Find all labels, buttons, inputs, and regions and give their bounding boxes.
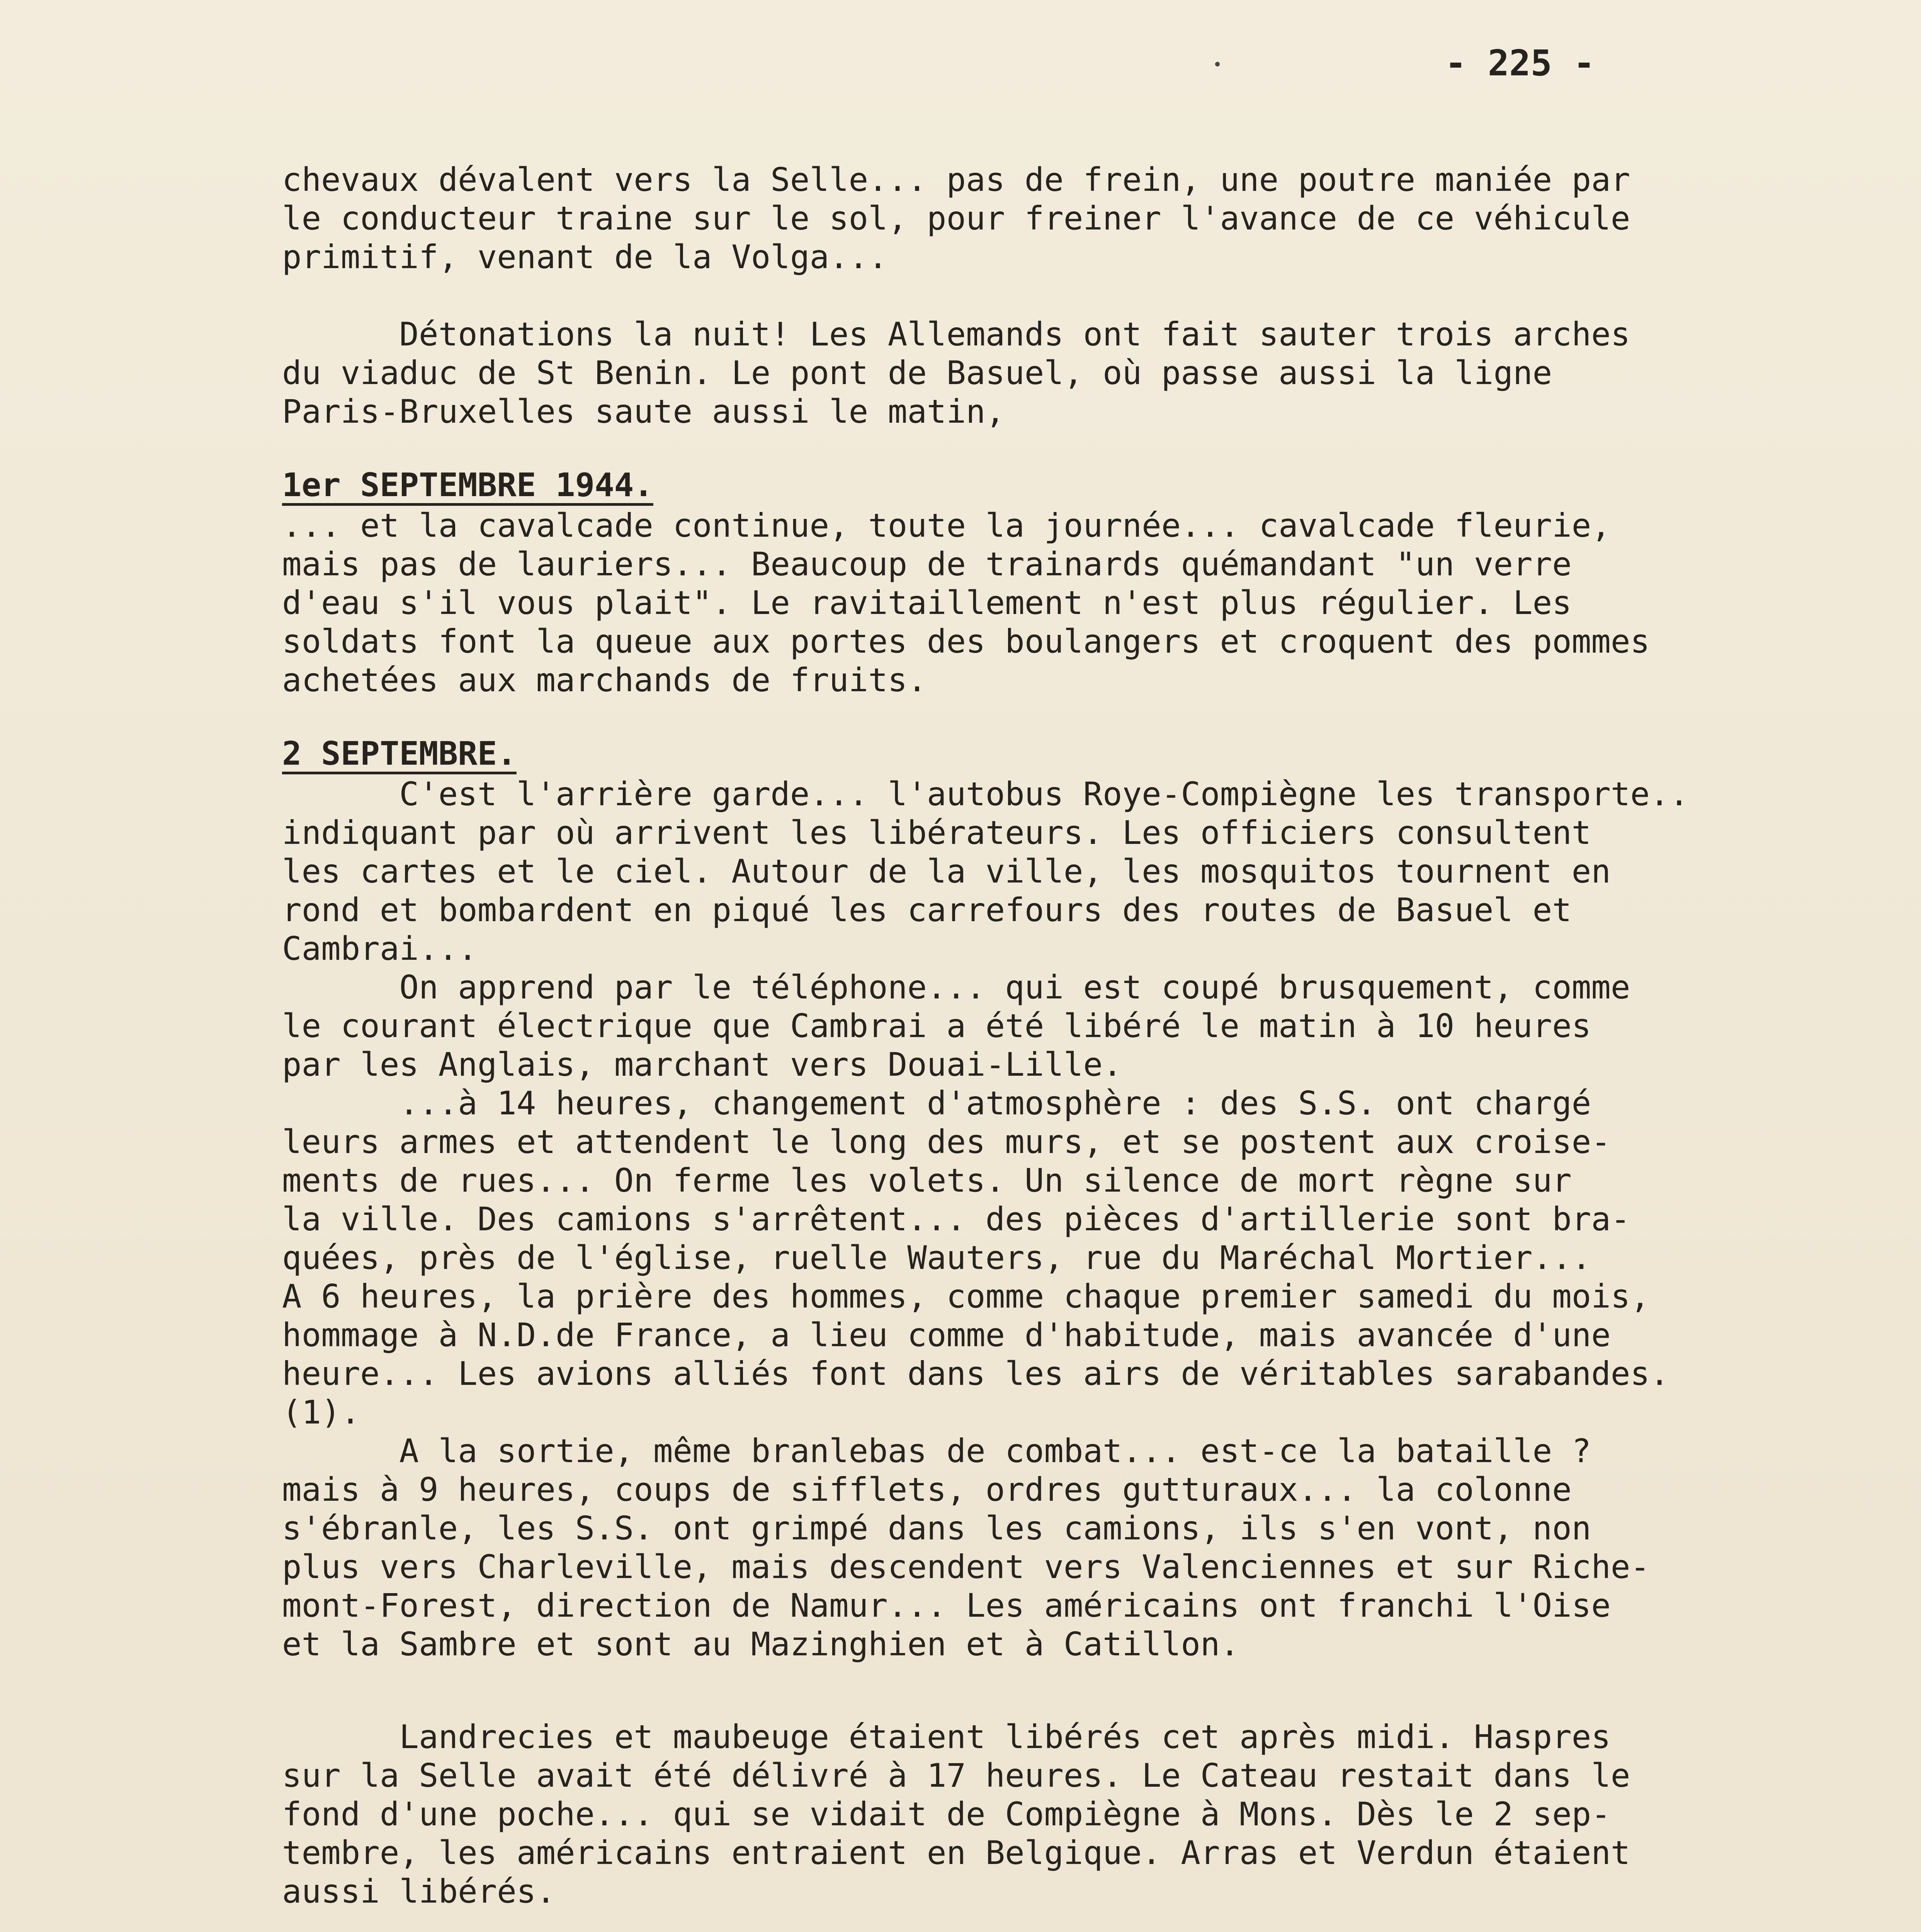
paragraph-1 bbox=[282, 160, 1905, 276]
text-line: Cambrai... bbox=[282, 930, 478, 968]
text-line: Détonations la nuit! Les Allemands ont fait sauter trois arches bbox=[282, 315, 1630, 353]
text-line: les cartes et le ciel. Autour de la ville, les mosquitos tournent en bbox=[282, 852, 1611, 890]
text-line: la ville. Des camions s'arrêtent... des pièces d'artillerie sont bra- bbox=[282, 1200, 1630, 1238]
text-line: sur la Selle avait été délivré à 17 heures. Le Cateau restait dans le bbox=[282, 1757, 1630, 1794]
text-line: plus vers Charleville, mais descendent vers Valenciennes et sur Riche- bbox=[282, 1548, 1650, 1586]
text-line: aussi libérés. bbox=[282, 1872, 556, 1910]
text-line: quées, près de l'église, ruelle Wauters, rue du Maréchal Mortier... bbox=[282, 1239, 1591, 1277]
text-line: chevaux dévalent vers la Selle... pas de frein, une poutre maniée par bbox=[282, 161, 1630, 199]
section-heading-1-septembre: 1er SEPTEMBRE 1944. bbox=[282, 466, 653, 504]
text-line: (1). bbox=[282, 1393, 360, 1431]
text-line: C'est l'arrière garde... l'autobus Roye-Compiègne les transporte.. bbox=[282, 775, 1689, 813]
section-2-body bbox=[282, 775, 1905, 1663]
text-line: Paris-Bruxelles saute aussi le matin, bbox=[282, 393, 1005, 430]
text-line: A 6 heures, la prière des hommes, comme chaque premier samedi du mois, bbox=[282, 1277, 1650, 1315]
section-heading-2-septembre: 2 SEPTEMBRE. bbox=[282, 735, 517, 772]
text-line: ...à 14 heures, changement d'atmosphère : des S.S. ont chargé bbox=[282, 1084, 1591, 1122]
text-line: le conducteur traine sur le sol, pour freiner l'avance de ce véhicule bbox=[282, 199, 1630, 237]
page-number: - 225 - bbox=[1445, 43, 1595, 84]
text-line: soldats font la queue aux portes des boulangers et croquent des pommes bbox=[282, 622, 1650, 660]
text-line: heure... Les avions alliés font dans les airs de véritables sarabandes. bbox=[282, 1355, 1669, 1393]
section-1-body bbox=[282, 506, 1905, 699]
text-line: A la sortie, même branlebas de combat... est-ce la bataille ? bbox=[282, 1432, 1591, 1470]
text-line: mais pas de lauriers... Beaucoup de trainards quémandant "un verre bbox=[282, 545, 1572, 583]
text-line: s'ébranle, les S.S. ont grimpé dans les camions, ils s'en vont, non bbox=[282, 1509, 1591, 1547]
text-line: primitif, venant de la Volga... bbox=[282, 238, 888, 276]
paragraph-2 bbox=[282, 315, 1905, 431]
ink-speck bbox=[1215, 62, 1220, 66]
text-line: achetées aux marchands de fruits. bbox=[282, 661, 927, 699]
text-line: ments de rues... On ferme les volets. Un silence de mort règne sur bbox=[282, 1162, 1572, 1199]
text-line: mais à 9 heures, coups de sifflets, ordres gutturaux... la colonne bbox=[282, 1471, 1572, 1509]
text-line: rond et bombardent en piqué les carrefours des routes de Basuel et bbox=[282, 891, 1572, 929]
text-line: par les Anglais, marchant vers Douai-Lille. bbox=[282, 1046, 1122, 1083]
text-line: le courant électrique que Cambrai a été libéré le matin à 10 heures bbox=[282, 1007, 1591, 1045]
text-line: tembre, les américains entraient en Belgique. Arras et Verdun étaient bbox=[282, 1834, 1630, 1872]
text-line: hommage à N.D.de France, a lieu comme d'habitude, mais avancée d'une bbox=[282, 1316, 1611, 1354]
text-line: On apprend par le téléphone... qui est coupé brusquement, comme bbox=[282, 968, 1630, 1006]
paragraph-3 bbox=[282, 1718, 1905, 1911]
text-line: Landrecies et maubeuge étaient libérés cet après midi. Haspres bbox=[282, 1718, 1611, 1756]
text-line: indiquant par où arrivent les libérateurs. Les officiers consultent bbox=[282, 814, 1591, 852]
text-line: d'eau s'il vous plait". Le ravitaillement n'est plus régulier. Les bbox=[282, 584, 1572, 622]
text-line: ... et la cavalcade continue, toute la journée... cavalcade fleurie, bbox=[282, 507, 1611, 544]
text-line: et la Sambre et sont au Mazinghien et à Catillon. bbox=[282, 1625, 1240, 1663]
text-line: mont-Forest, direction de Namur... Les américains ont franchi l'Oise bbox=[282, 1587, 1611, 1624]
text-line: du viaduc de St Benin. Le pont de Basuel, où passe aussi la ligne bbox=[282, 354, 1552, 392]
text-line: fond d'une poche... qui se vidait de Compiègne à Mons. Dès le 2 sep- bbox=[282, 1795, 1611, 1833]
text-line: leurs armes et attendent le long des murs, et se postent aux croise- bbox=[282, 1123, 1611, 1161]
